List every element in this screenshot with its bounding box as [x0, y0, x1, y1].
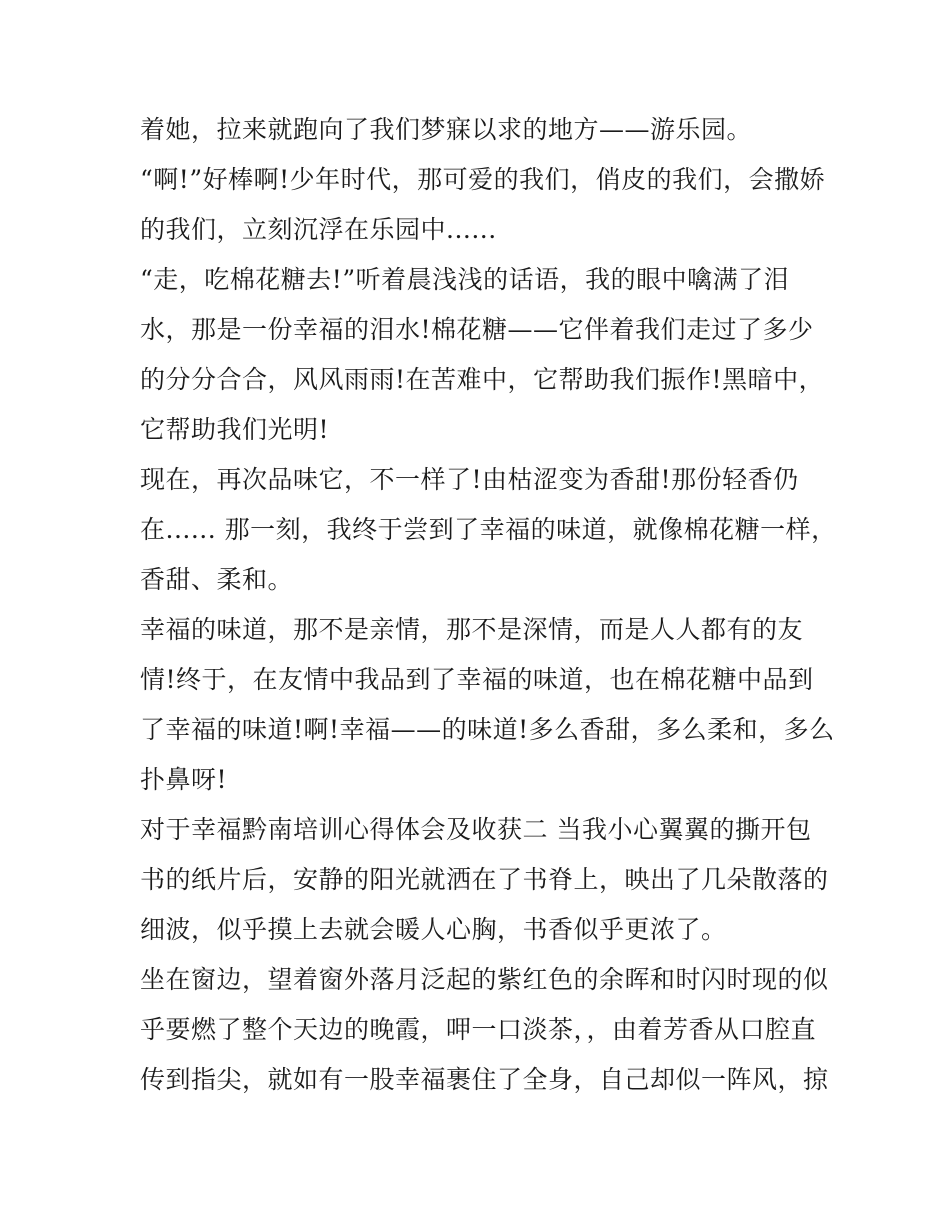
text-line: 扑鼻呀! [140, 765, 228, 794]
text-line: 对于幸福黔南培训心得体会及收获二 当我小心翼翼的撕开包 [140, 815, 812, 844]
text-line: 书的纸片后，安静的阳光就洒在了书脊上，映出了几朵散落的 [140, 865, 829, 894]
text-line: “啊!”好棒啊!少年时代，那可爱的我们，俏皮的我们，会撒娇 [140, 165, 826, 194]
text-line: 的我们，立刻沉浮在乐园中...... [140, 215, 497, 244]
text-line: 细波，似乎摸上去就会暖人心胸，书香似乎更浓了。 [140, 915, 727, 944]
text-line: 的分分合合，风风雨雨!在苦难中，它帮助我们振作!黑暗中， [140, 365, 825, 394]
text-line: 着她，拉来就跑向了我们梦寐以求的地方——游乐园。 [140, 115, 753, 144]
text-line: 乎要燃了整个天边的晚霞，呷一口淡茶，，由着芳香从口腔直 [140, 1015, 817, 1044]
text-line: 传到指尖，就如有一股幸福裹住了全身，自己却似一阵风，掠 [140, 1065, 829, 1094]
text-line: 在...... 那一刻，我终于尝到了幸福的味道，就像棉花糖一样， [140, 515, 837, 544]
text-line: 坐在窗边，望着窗外落月泛起的紫红色的余晖和时闪时现的似 [140, 965, 829, 994]
text-line: 情!终于，在友情中我品到了幸福的味道，也在棉花糖中品到 [140, 665, 814, 694]
text-line: 香甜、柔和。 [140, 565, 294, 594]
text-line: 现在，再次品味它，不一样了!由枯涩变为香甜!那份轻香仍 [140, 465, 799, 494]
text-line: 了幸福的味道!啊!幸福——的味道!多么香甜，多么柔和，多么 [140, 715, 835, 744]
text-line: 它帮助我们光明! [140, 415, 330, 444]
text-line: “走，吃棉花糖去!”听着晨浅浅的话语，我的眼中噙满了泪 [140, 265, 790, 294]
text-line: 水，那是一份幸福的泪水!棉花糖——它伴着我们走过了多少 [140, 315, 814, 344]
text-line: 幸福的味道，那不是亲情，那不是深情，而是人人都有的友 [140, 615, 804, 644]
